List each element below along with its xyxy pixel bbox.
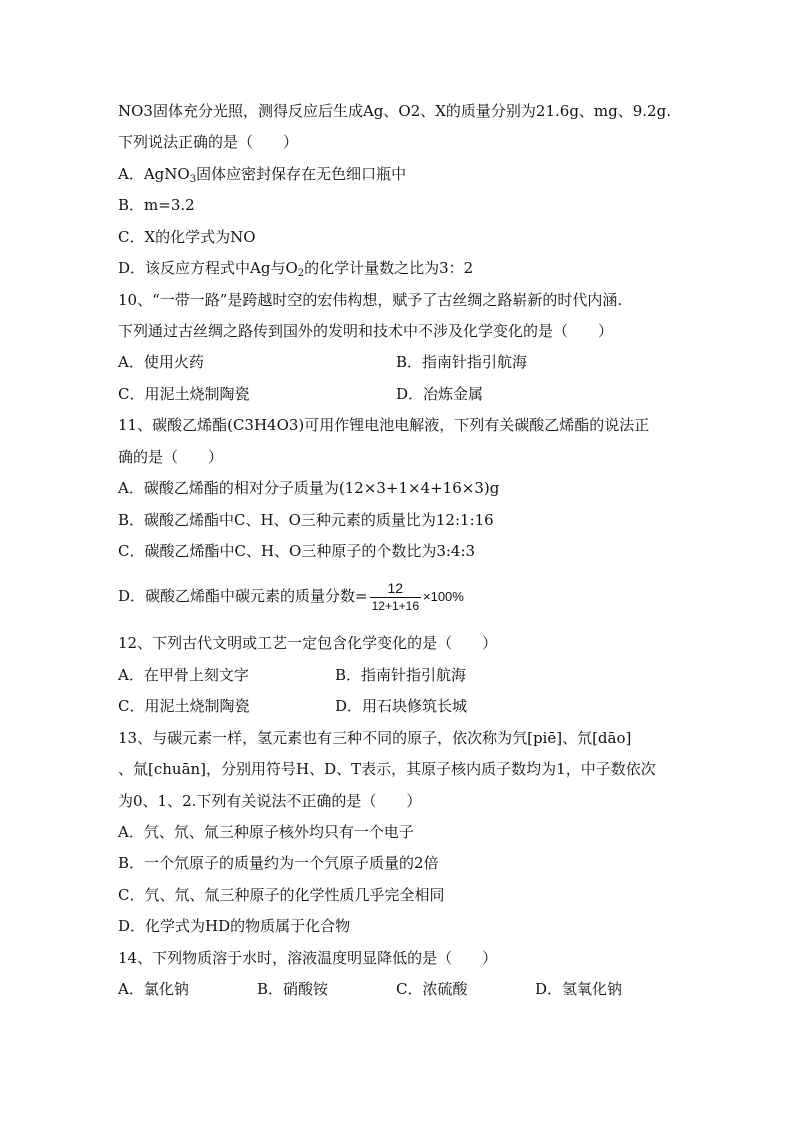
q10-option-a: A．使用火药 [118, 353, 204, 371]
mass-fraction [370, 580, 421, 614]
q12-option-a: A．在甲骨上刻文字 [118, 666, 249, 684]
q11-stem-line1: 11、碳酸乙烯酯(C3H4O3)可用作锂电池电解液，下列有关碳酸乙烯酯的说法正 [118, 416, 650, 434]
q9-option-d-sub: 2 [297, 268, 305, 279]
q9-option-a-post: 固体应密封保存在无色细口瓶中 [196, 165, 407, 183]
q13-stem-line3: 为0、1、2.下列有关说法不正确的是（ ） [118, 792, 422, 810]
q9-stem-line2: 下列说法正确的是（ ） [118, 133, 299, 151]
q11-stem-line2: 确的是（ ） [118, 448, 224, 466]
fraction-denominator: 12+1+16 [371, 599, 419, 613]
q9-stem-line1: NO3固体充分光照，测得反应后生成Ag、O2、X的质量分别为21.6g、mg、9.2g. [118, 102, 671, 120]
q13-stem-line2: 、氚[chuān]，分别用符号H、D、T表示，其原子核内质子数均为1，中子数依次 [118, 760, 656, 778]
q9-option-d [118, 258, 473, 278]
q9-option-a [118, 164, 406, 184]
q14-option-a: A．氯化钠 [118, 980, 189, 998]
q10-option-c: C．用泥土烧制陶瓷 [118, 385, 250, 403]
q9-option-a-pre: A．AgNO [118, 165, 190, 183]
q11-option-b: B．碳酸乙烯酯中C、H、O三种元素的质量比为12:1:16 [118, 511, 494, 529]
q12-option-c: C．用泥土烧制陶瓷 [118, 697, 250, 715]
q11-option-d-pre: D．碳酸乙烯酯中碳元素的质量分数= [118, 587, 368, 605]
q12-option-d: D．用石块修筑长城 [335, 697, 468, 715]
q11-option-a: A．碳酸乙烯酯的相对分子质量为(12×3+1×4+16×3)g [118, 479, 500, 497]
q10-option-b: B．指南针指引航海 [396, 353, 528, 371]
q9-option-c: C．X的化学式为NO [118, 228, 256, 246]
q12-stem: 12、下列古代文明或工艺一定包含化学变化的是（ ） [118, 634, 498, 652]
q13-option-c: C．氕、氘、氚三种原子的化学性质几乎完全相同 [118, 886, 445, 904]
q13-stem-line1: 13、与碳元素一样，氢元素也有三种不同的原子，依次称为氕[piē]、氘[dāo] [118, 729, 632, 747]
q11-option-c: C．碳酸乙烯酯中C、H、O三种原子的个数比为3:4:3 [118, 542, 476, 560]
q14-stem: 14、下列物质溶于水时，溶液温度明显降低的是（ ） [118, 949, 498, 967]
q14-option-d: D．氢氧化钠 [535, 980, 623, 998]
q10-option-d: D．冶炼金属 [396, 385, 484, 403]
q11-option-d-post: ×100% [423, 589, 464, 604]
q9-option-a-sub: 3 [189, 174, 197, 185]
q9-option-d-post: 的化学计量数之比为3：2 [304, 259, 474, 277]
q14-option-b: B．硝酸铵 [257, 980, 329, 998]
q12-option-b: B．指南针指引航海 [335, 666, 467, 684]
q13-option-b: B．一个氘原子的质量约为一个氕原子质量的2倍 [118, 854, 439, 872]
q13-option-d: D．化学式为HD的物质属于化合物 [118, 917, 351, 935]
q13-option-a: A．氕、氘、氚三种原子核外均只有一个电子 [118, 823, 414, 841]
q9-option-b: B．m=3.2 [118, 196, 195, 214]
q9-option-d-pre: D．该反应方程式中Ag与O [118, 259, 298, 277]
q11-option-d [118, 576, 464, 617]
q10-stem-line2: 下列通过古丝绸之路传到国外的发明和技术中不涉及化学变化的是（ ） [118, 322, 614, 340]
q14-option-c: C．浓硫酸 [396, 980, 468, 998]
fraction-numerator: 12 [370, 580, 421, 598]
q10-stem-line1: 10、“一带一路”是跨越时空的宏伟构想，赋予了古丝绸之路崭新的时代内涵. [118, 291, 623, 309]
